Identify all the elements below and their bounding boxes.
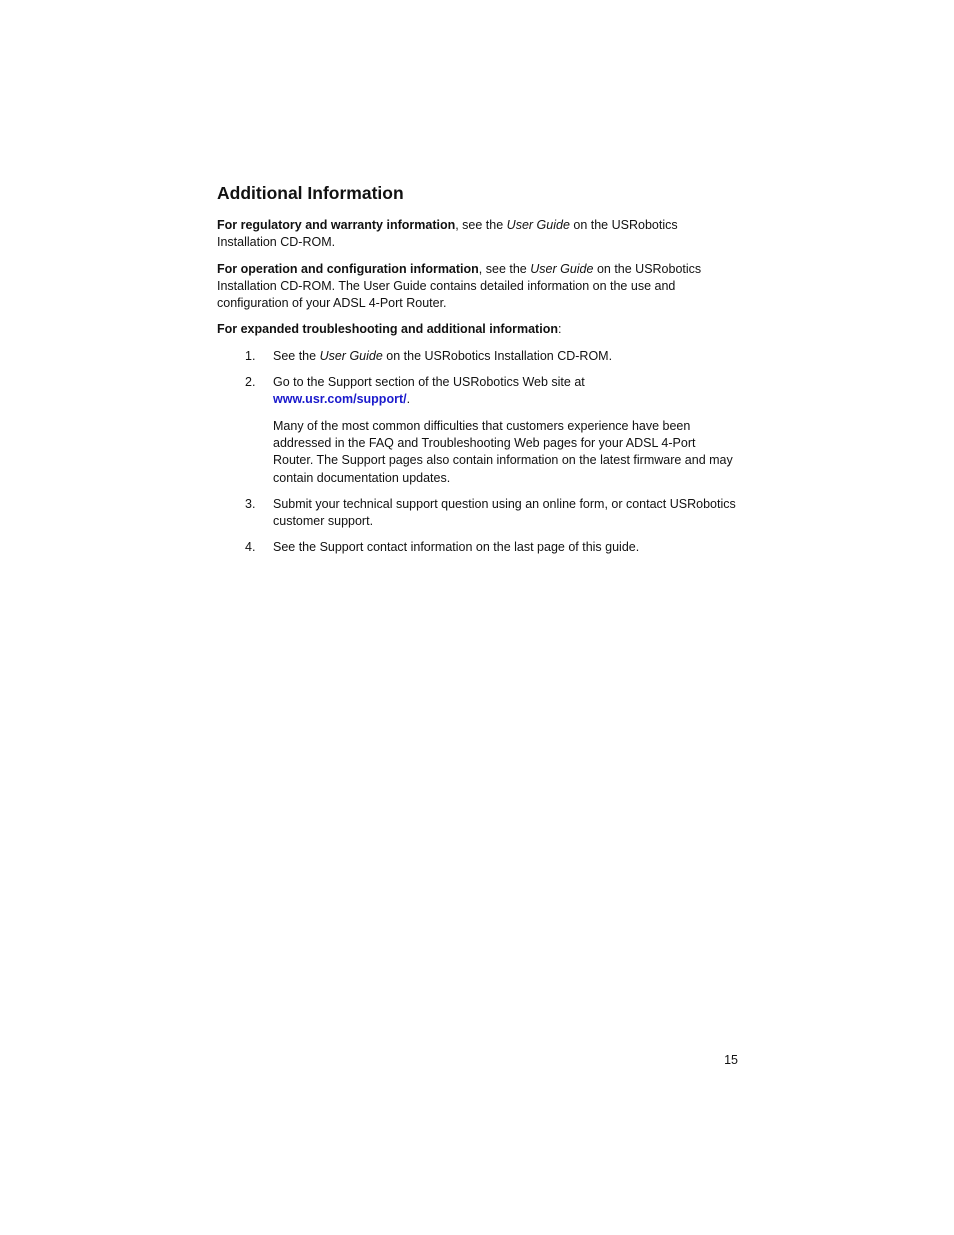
list-item-text [273, 374, 737, 409]
operation-lead: For operation and configuration information [217, 261, 479, 276]
list-item-text: See the Support contact information on the last page of this guide. [273, 540, 640, 555]
list-item [217, 348, 737, 365]
list-item [217, 539, 737, 556]
list-item [217, 496, 737, 531]
list-item-text: Submit your technical support question using an online form, or contact USRobotics customer support. [273, 496, 736, 529]
list-item [217, 374, 737, 487]
step1-user-guide: User Guide [319, 348, 383, 363]
troubleshooting-post: : [557, 322, 562, 337]
section-heading: Additional Information [217, 183, 404, 203]
operation-paragraph [217, 261, 737, 313]
regulatory-pre: , see the [455, 218, 507, 232]
step1-pre: See the [273, 348, 320, 363]
support-link[interactable]: www.usr.com/support/ [273, 392, 407, 407]
operation-user-guide: User Guide [530, 261, 594, 276]
regulatory-post: on the USRobotics Installation CD-ROM. [217, 218, 678, 250]
regulatory-paragraph [217, 217, 737, 252]
troubleshooting-lead: For expanded troubleshooting and additional information [217, 322, 558, 337]
document-body [217, 182, 737, 566]
help-steps-list [217, 348, 737, 557]
step1-post: on the USRobotics Installation CD-ROM. [382, 348, 613, 363]
troubleshooting-paragraph [217, 321, 737, 338]
list-item-extra: Many of the most common difficulties that customers experience have been addressed in the FAQ and Troubleshooting Web pages for your ADSL 4-Port Router. The Support pages also contain information on the latest firmware and may contain documentation updates. [273, 418, 733, 485]
operation-pre: , see the [478, 261, 531, 276]
regulatory-user-guide: User Guide [506, 218, 570, 232]
list-number: 3. [245, 496, 256, 511]
list-item-text [273, 348, 737, 365]
list-number: 2. [245, 375, 256, 390]
step2-link-suffix: . [406, 392, 411, 407]
page-number: 15 [724, 1053, 738, 1067]
step2-text: Go to the Support section of the USRobotics Web site at [273, 375, 585, 390]
list-number: 1. [245, 348, 256, 363]
regulatory-lead: For regulatory and warranty information [217, 218, 456, 232]
operation-post: on the USRobotics Installation CD-ROM. The User Guide contains detailed information on the use and configuration of your ADSL 4-Port Router. [217, 261, 702, 311]
list-number: 4. [245, 540, 256, 555]
